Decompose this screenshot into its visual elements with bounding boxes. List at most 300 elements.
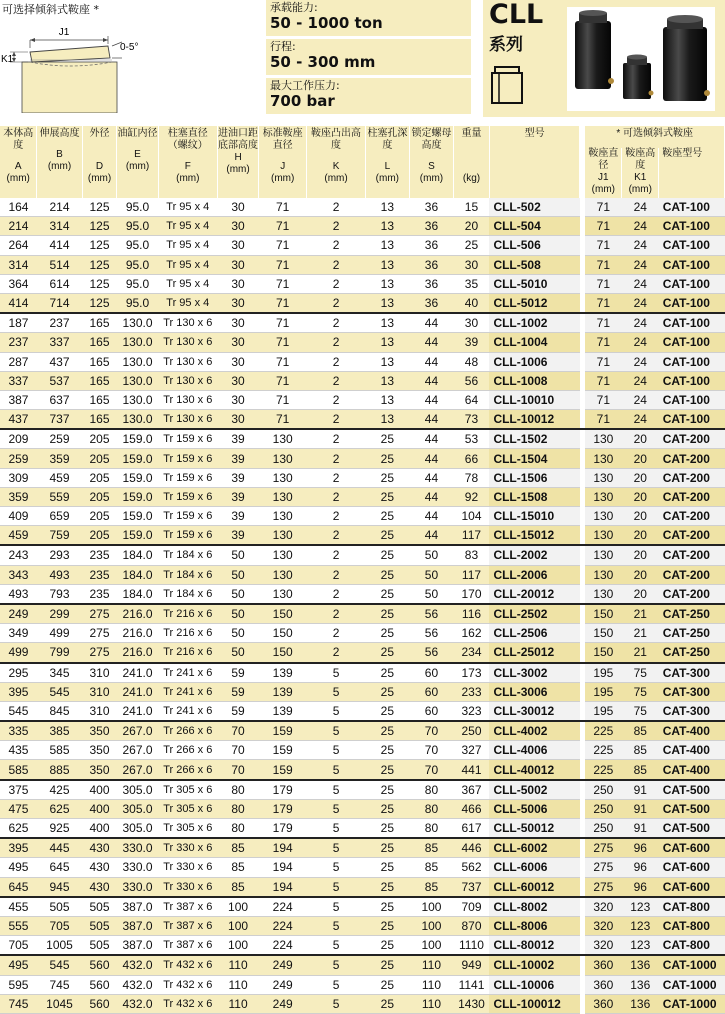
series-model: CLL	[489, 0, 544, 30]
cell-s: 44	[409, 390, 453, 409]
cell-weight: 30	[454, 313, 490, 333]
cell-a: 343	[0, 565, 37, 584]
cell-f: Tr 432 x 6	[158, 975, 218, 994]
cell-k: 2	[307, 313, 365, 333]
cell-j1: 130	[585, 507, 622, 526]
cell-h: 59	[218, 663, 259, 683]
cell-k: 5	[307, 994, 365, 1013]
cell-s: 85	[409, 858, 453, 877]
cell-h: 30	[218, 410, 259, 430]
cell-model: CLL-3002	[489, 663, 579, 683]
cell-e: 267.0	[117, 760, 158, 780]
cell-a: 555	[0, 916, 37, 935]
cell-j: 130	[259, 429, 307, 449]
cell-saddle: CAT-200	[659, 545, 725, 565]
cell-model: CLL-506	[489, 236, 579, 255]
cell-h: 30	[218, 217, 259, 236]
cell-a: 259	[0, 449, 37, 468]
cell-weight: 53	[454, 429, 490, 449]
cell-f: Tr 159 x 6	[158, 449, 218, 468]
table-row	[0, 410, 725, 430]
cell-s: 60	[409, 663, 453, 683]
spec-summary	[266, 0, 471, 117]
cell-b: 299	[37, 604, 82, 624]
cell-s: 44	[409, 371, 453, 390]
cell-k: 2	[307, 643, 365, 663]
cell-model: CLL-10002	[489, 955, 579, 975]
cell-weight: 1141	[454, 975, 490, 994]
cell-h: 30	[218, 198, 259, 217]
cell-j: 71	[259, 352, 307, 371]
cell-k1: 24	[622, 198, 659, 217]
hydraulic-cylinders-photo	[567, 7, 715, 111]
cell-e: 330.0	[117, 838, 158, 858]
cell-e: 95.0	[117, 274, 158, 293]
cell-d: 350	[82, 760, 117, 780]
cell-j1: 71	[585, 313, 622, 333]
cell-h: 100	[218, 916, 259, 935]
cell-j: 130	[259, 487, 307, 506]
table-row	[0, 780, 725, 800]
cell-h: 30	[218, 313, 259, 333]
cell-k: 5	[307, 955, 365, 975]
cell-h: 30	[218, 371, 259, 390]
k1-label: K1	[1, 54, 14, 65]
cell-saddle: CAT-800	[659, 916, 725, 935]
cell-h: 39	[218, 487, 259, 506]
cell-j1: 71	[585, 410, 622, 430]
cell-e: 159.0	[117, 429, 158, 449]
cell-b: 799	[37, 643, 82, 663]
cell-e: 184.0	[117, 584, 158, 604]
cell-f: Tr 266 x 6	[158, 721, 218, 741]
cell-j1: 250	[585, 780, 622, 800]
cell-j: 224	[259, 936, 307, 956]
cell-f: Tr 95 x 4	[158, 293, 218, 313]
cell-d: 165	[82, 352, 117, 371]
cell-h: 39	[218, 468, 259, 487]
cell-s: 50	[409, 584, 453, 604]
table-row	[0, 333, 725, 352]
table-row	[0, 255, 725, 274]
cell-j1: 71	[585, 352, 622, 371]
cell-a: 437	[0, 410, 37, 430]
cell-k1: 20	[622, 429, 659, 449]
cell-d: 275	[82, 624, 117, 643]
cell-h: 80	[218, 799, 259, 818]
cell-j1: 320	[585, 916, 622, 935]
cell-h: 110	[218, 994, 259, 1013]
cell-s: 36	[409, 236, 453, 255]
cell-l: 25	[365, 936, 409, 956]
cell-j1: 225	[585, 721, 622, 741]
cell-b: 505	[37, 897, 82, 917]
cell-k1: 96	[622, 858, 659, 877]
cell-model: CLL-2002	[489, 545, 579, 565]
cell-a: 314	[0, 255, 37, 274]
cell-l: 25	[365, 468, 409, 487]
cell-model: CLL-80012	[489, 936, 579, 956]
cell-h: 39	[218, 526, 259, 546]
cell-weight: 15	[454, 198, 490, 217]
cell-f: Tr 130 x 6	[158, 390, 218, 409]
cell-saddle: CAT-100	[659, 352, 725, 371]
cell-a: 495	[0, 858, 37, 877]
cell-s: 80	[409, 799, 453, 818]
cell-j: 71	[259, 255, 307, 274]
cell-weight: 35	[454, 274, 490, 293]
cell-f: Tr 159 x 6	[158, 429, 218, 449]
cell-weight: 64	[454, 390, 490, 409]
cell-s: 44	[409, 507, 453, 526]
cell-e: 95.0	[117, 255, 158, 274]
cell-model: CLL-8002	[489, 897, 579, 917]
cell-d: 205	[82, 487, 117, 506]
cell-model: CLL-1008	[489, 371, 579, 390]
cell-j: 150	[259, 643, 307, 663]
cell-a: 287	[0, 352, 37, 371]
cell-j1: 130	[585, 449, 622, 468]
cell-model: CLL-40012	[489, 760, 579, 780]
cell-d: 235	[82, 584, 117, 604]
cell-f: Tr 241 x 6	[158, 701, 218, 721]
cell-s: 60	[409, 682, 453, 701]
capacity-spec	[266, 0, 471, 36]
cell-l: 25	[365, 643, 409, 663]
cell-j1: 320	[585, 897, 622, 917]
cell-weight: 39	[454, 333, 490, 352]
cell-e: 241.0	[117, 701, 158, 721]
cell-k1: 85	[622, 760, 659, 780]
cell-f: Tr 95 x 4	[158, 198, 218, 217]
cell-l: 13	[365, 371, 409, 390]
table-row	[0, 390, 725, 409]
cell-k: 2	[307, 390, 365, 409]
cell-model: CLL-8006	[489, 916, 579, 935]
cell-f: Tr 95 x 4	[158, 255, 218, 274]
cell-j1: 250	[585, 799, 622, 818]
header-s: 锁定螺母高度 S (mm)	[409, 126, 453, 198]
cell-saddle: CAT-100	[659, 333, 725, 352]
cell-d: 505	[82, 936, 117, 956]
cell-l: 25	[365, 916, 409, 935]
cell-l: 25	[365, 624, 409, 643]
table-row	[0, 217, 725, 236]
cell-weight: 66	[454, 449, 490, 468]
cell-f: Tr 266 x 6	[158, 741, 218, 760]
cell-e: 95.0	[117, 217, 158, 236]
cell-model: CLL-6006	[489, 858, 579, 877]
cell-b: 493	[37, 565, 82, 584]
cell-saddle: CAT-300	[659, 682, 725, 701]
cell-k: 2	[307, 584, 365, 604]
cell-l: 25	[365, 604, 409, 624]
cell-e: 387.0	[117, 897, 158, 917]
cell-saddle: CAT-200	[659, 468, 725, 487]
cell-f: Tr 216 x 6	[158, 643, 218, 663]
cell-j: 150	[259, 624, 307, 643]
cell-f: Tr 184 x 6	[158, 584, 218, 604]
table-row	[0, 975, 725, 994]
cell-j: 71	[259, 198, 307, 217]
table-row	[0, 584, 725, 604]
cell-j: 130	[259, 468, 307, 487]
cell-j: 139	[259, 682, 307, 701]
cell-d: 310	[82, 701, 117, 721]
cell-d: 125	[82, 293, 117, 313]
table-row	[0, 897, 725, 917]
header-k: 鞍座凸出高度 K (mm)	[307, 126, 365, 198]
cell-l: 13	[365, 333, 409, 352]
cell-s: 44	[409, 352, 453, 371]
cell-j: 71	[259, 293, 307, 313]
cell-weight: 1430	[454, 994, 490, 1013]
cell-model: CLL-2506	[489, 624, 579, 643]
cell-saddle: CAT-400	[659, 721, 725, 741]
cell-k1: 75	[622, 663, 659, 683]
cell-weight: 446	[454, 838, 490, 858]
cell-j1: 225	[585, 741, 622, 760]
cell-e: 267.0	[117, 721, 158, 741]
cell-saddle: CAT-200	[659, 565, 725, 584]
cell-j1: 250	[585, 819, 622, 839]
cell-e: 130.0	[117, 352, 158, 371]
cell-j1: 150	[585, 604, 622, 624]
cell-a: 595	[0, 975, 37, 994]
cell-saddle: CAT-100	[659, 390, 725, 409]
cell-a: 349	[0, 624, 37, 643]
cell-weight: 173	[454, 663, 490, 683]
cell-s: 36	[409, 217, 453, 236]
cell-a: 337	[0, 371, 37, 390]
cell-h: 30	[218, 255, 259, 274]
cell-j: 130	[259, 507, 307, 526]
cell-k1: 20	[622, 526, 659, 546]
cell-l: 25	[365, 584, 409, 604]
cell-f: Tr 184 x 6	[158, 545, 218, 565]
cell-weight: 83	[454, 545, 490, 565]
cell-l: 25	[365, 721, 409, 741]
table-row	[0, 313, 725, 333]
cell-model: CLL-1502	[489, 429, 579, 449]
table-row	[0, 936, 725, 956]
cell-k1: 75	[622, 682, 659, 701]
cell-e: 159.0	[117, 449, 158, 468]
cell-s: 44	[409, 410, 453, 430]
cell-b: 425	[37, 780, 82, 800]
cell-j: 71	[259, 390, 307, 409]
header-b: 伸展高度 B (mm)	[37, 126, 82, 198]
cell-model: CLL-1006	[489, 352, 579, 371]
cell-k: 5	[307, 760, 365, 780]
cell-model: CLL-1508	[489, 487, 579, 506]
cell-k: 5	[307, 721, 365, 741]
cell-model: CLL-502	[489, 198, 579, 217]
cell-k: 2	[307, 217, 365, 236]
cell-k: 2	[307, 507, 365, 526]
header-a: 本体高度 A (mm)	[0, 126, 37, 198]
cell-l: 25	[365, 819, 409, 839]
cell-j1: 150	[585, 643, 622, 663]
cell-f: Tr 387 x 6	[158, 936, 218, 956]
cell-k1: 24	[622, 274, 659, 293]
spec-value: 50 - 1000 ton	[270, 14, 383, 32]
cell-l: 25	[365, 429, 409, 449]
cell-model: CLL-10006	[489, 975, 579, 994]
table-row	[0, 371, 725, 390]
cell-k: 2	[307, 487, 365, 506]
table-row	[0, 236, 725, 255]
cell-a: 309	[0, 468, 37, 487]
cell-e: 432.0	[117, 994, 158, 1013]
cell-f: Tr 387 x 6	[158, 897, 218, 917]
cell-j: 179	[259, 819, 307, 839]
header-optional-saddle: * 可选倾斜式鞍座	[585, 126, 725, 148]
cell-saddle: CAT-200	[659, 507, 725, 526]
cell-weight: 234	[454, 643, 490, 663]
cell-j1: 320	[585, 936, 622, 956]
cell-d: 235	[82, 545, 117, 565]
cell-k1: 24	[622, 352, 659, 371]
cell-model: CLL-50012	[489, 819, 579, 839]
cell-k1: 123	[622, 936, 659, 956]
pressure-spec	[266, 78, 471, 114]
cell-d: 560	[82, 975, 117, 994]
cell-a: 409	[0, 507, 37, 526]
cell-model: CLL-30012	[489, 701, 579, 721]
cell-b: 545	[37, 955, 82, 975]
cell-a: 625	[0, 819, 37, 839]
cell-weight: 170	[454, 584, 490, 604]
cell-l: 25	[365, 975, 409, 994]
cell-e: 216.0	[117, 624, 158, 643]
cell-k: 2	[307, 198, 365, 217]
table-row	[0, 429, 725, 449]
cell-f: Tr 330 x 6	[158, 838, 218, 858]
cell-b: 625	[37, 799, 82, 818]
cell-b: 385	[37, 721, 82, 741]
cell-f: Tr 130 x 6	[158, 371, 218, 390]
cell-j1: 71	[585, 274, 622, 293]
cell-saddle: CAT-400	[659, 760, 725, 780]
cell-s: 44	[409, 468, 453, 487]
j1-label: J1	[58, 27, 70, 38]
cell-s: 36	[409, 198, 453, 217]
cell-saddle: CAT-100	[659, 236, 725, 255]
cell-s: 50	[409, 565, 453, 584]
cell-f: Tr 266 x 6	[158, 760, 218, 780]
cell-weight: 250	[454, 721, 490, 741]
cell-b: 437	[37, 352, 82, 371]
cell-j: 71	[259, 333, 307, 352]
cell-k1: 91	[622, 799, 659, 818]
cell-k: 2	[307, 255, 365, 274]
cell-l: 25	[365, 663, 409, 683]
cell-a: 459	[0, 526, 37, 546]
cell-model: CLL-4006	[489, 741, 579, 760]
cell-j: 130	[259, 526, 307, 546]
cell-j1: 130	[585, 468, 622, 487]
cell-j1: 130	[585, 487, 622, 506]
cell-j: 194	[259, 838, 307, 858]
cell-model: CLL-6002	[489, 838, 579, 858]
cell-model: CLL-10012	[489, 410, 579, 430]
cell-j: 249	[259, 994, 307, 1013]
header-j: 标准鞍座直径 J (mm)	[259, 126, 307, 198]
cell-f: Tr 159 x 6	[158, 526, 218, 546]
cell-h: 30	[218, 274, 259, 293]
cylinder-outline-icon	[489, 64, 525, 106]
header-h: 进油口距底部高度 H (mm)	[218, 126, 259, 198]
cell-saddle: CAT-250	[659, 624, 725, 643]
cell-model: CLL-508	[489, 255, 579, 274]
cell-f: Tr 130 x 6	[158, 333, 218, 352]
cell-d: 165	[82, 410, 117, 430]
cell-weight: 1110	[454, 936, 490, 956]
table-row	[0, 352, 725, 371]
cell-saddle: CAT-250	[659, 604, 725, 624]
cell-k1: 21	[622, 604, 659, 624]
cell-weight: 117	[454, 526, 490, 546]
cell-j1: 71	[585, 293, 622, 313]
cell-d: 125	[82, 198, 117, 217]
table-row	[0, 526, 725, 546]
cell-d: 125	[82, 274, 117, 293]
header-l: 柱塞孔深度 L (mm)	[365, 126, 409, 198]
cell-k1: 20	[622, 507, 659, 526]
cell-saddle: CAT-100	[659, 371, 725, 390]
cell-j: 71	[259, 274, 307, 293]
table-row	[0, 449, 725, 468]
cell-h: 80	[218, 819, 259, 839]
header-d: 外径 D (mm)	[82, 126, 117, 198]
cell-b: 885	[37, 760, 82, 780]
cell-a: 395	[0, 838, 37, 858]
cell-a: 414	[0, 293, 37, 313]
cell-a: 435	[0, 741, 37, 760]
cell-a: 359	[0, 487, 37, 506]
cell-a: 705	[0, 936, 37, 956]
cell-k1: 136	[622, 955, 659, 975]
cell-weight: 56	[454, 371, 490, 390]
cell-k: 5	[307, 916, 365, 935]
cell-model: CLL-1002	[489, 313, 579, 333]
cell-e: 267.0	[117, 741, 158, 760]
cell-model: CLL-2006	[489, 565, 579, 584]
cell-d: 275	[82, 643, 117, 663]
cell-j: 224	[259, 897, 307, 917]
table-row	[0, 819, 725, 839]
table-row	[0, 721, 725, 741]
cell-e: 184.0	[117, 565, 158, 584]
cell-b: 214	[37, 198, 82, 217]
cell-weight: 562	[454, 858, 490, 877]
cell-s: 60	[409, 701, 453, 721]
cell-k1: 96	[622, 877, 659, 897]
cell-s: 44	[409, 449, 453, 468]
cell-k1: 96	[622, 838, 659, 858]
cell-e: 241.0	[117, 663, 158, 683]
cell-h: 80	[218, 780, 259, 800]
cell-e: 159.0	[117, 507, 158, 526]
cell-s: 56	[409, 604, 453, 624]
cell-h: 85	[218, 858, 259, 877]
cell-d: 165	[82, 313, 117, 333]
cell-d: 125	[82, 236, 117, 255]
cell-e: 130.0	[117, 371, 158, 390]
cell-s: 44	[409, 313, 453, 333]
cell-h: 50	[218, 545, 259, 565]
